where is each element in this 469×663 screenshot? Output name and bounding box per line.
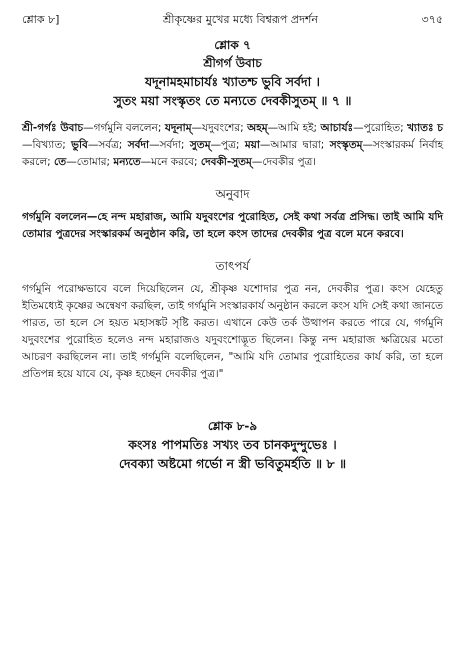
verse-7-line-1: যদূনামহমাচার্যঃ খ্যাতশ্চ ভুবি সর্বদা । <box>144 74 321 89</box>
synonym-meaning: —সর্বত্র; <box>87 139 128 151</box>
synonyms-paragraph <box>22 120 443 171</box>
purport-heading: তাৎপর্য <box>215 259 250 273</box>
synonym-term: যদূনাম্ <box>164 122 192 134</box>
synonym-meaning: —তোমার; <box>66 156 114 168</box>
synonym-meaning: —বিখ্যাত; <box>22 139 72 151</box>
synonym-term: সংস্কৃতম্ <box>329 139 363 151</box>
synonym-meaning: —সর্বদা; <box>149 139 190 151</box>
synonym-meaning: —সংস্কারকর্ম নির্বাহ করলে; <box>22 139 444 168</box>
synonym-term: সুতম্ <box>189 139 211 151</box>
synonym-term: তে <box>54 156 67 168</box>
translation-text: গর্গমুনি বললেন—হে নন্দ মহারাজ, আমি যদুবংশের পুরোহিত, সেই কথা সর্বত্র প্রসিদ্ধ। তাই আমি যদি তোমার পুত্রদের সংস্কারকর্ম অনুষ্ঠান করি, তা হলে কংস তাদের দেবকীর পুত্র বলে মনে করবে। <box>22 211 443 240</box>
synonym-term: ময়া <box>244 139 260 151</box>
verse-7-line-2: সুতং ময়া সংস্কৃতং তে মন্যতে দেবকীসুতম্ ॥ ৭ ॥ <box>113 93 352 108</box>
synonym-term: ভুবি <box>71 139 88 151</box>
synonym-meaning: —দেবকীর পুত্র। <box>251 156 317 168</box>
synonym-term: খ্যাতঃ চ <box>407 122 443 134</box>
synonym-term: শ্রী-গর্গঃ উবাচ <box>22 122 84 134</box>
synonym-meaning: —গর্গমুনি বললেন; <box>83 122 165 134</box>
header-verse-ref: শ্লোক ৮] <box>22 13 60 26</box>
synonym-term: মন্যতে <box>113 156 141 168</box>
running-header <box>22 12 443 32</box>
page-number: ৩৭৫ <box>421 13 443 26</box>
verse-8-9-number: শ্লোক ৮-৯ <box>207 419 258 433</box>
header-chapter-title: শ্রীকৃষ্ণের মুখের মধ্যে বিশ্বরূপ প্রদর্শন <box>163 13 318 26</box>
synonym-term: দেবকী-সুতম্ <box>200 156 252 168</box>
synonym-term: আচার্যঃ <box>320 122 354 134</box>
synonym-term: অহম্ <box>247 122 268 134</box>
verse-7-number: শ্লোক ৭ <box>214 38 251 52</box>
synonym-meaning: —পুত্র; <box>210 139 245 151</box>
synonym-meaning: —যদুবংশের; <box>191 122 248 134</box>
translation-heading: অনুবাদ <box>215 187 250 201</box>
synonym-meaning: —আমার দ্বারা; <box>259 139 330 151</box>
verse-8-9-line-1: কংসঃ পাপমতিঃ সখ্যং তব চানকদুন্দুভেঃ । <box>128 437 337 452</box>
verse-8-9-line-2: দেবক্যা অষ্টমো গর্ভো ন স্ত্রী ভবিতুমর্হতি ॥ ৮ ॥ <box>118 456 347 471</box>
synonym-meaning: —পুরোহিত; <box>353 122 408 134</box>
synonym-meaning: —আমি হই; <box>267 122 321 134</box>
purport-text: গর্গমুনি পরোক্ষভাবে বলে দিয়েছিলেন যে, শ্রীকৃষ্ণ যশোদার পুত্র নন, দেবকীর পুত্র। কংস যেহেতু ইতিমধ্যেই কৃষ্ণের অন্বেষণ করছিল, তাই গর্গমুনি সংস্কারকার্য অনুষ্ঠান করলে কংস যদি সেই কথা জানতে পারত, তা হলে সে হয়ত মহাসঙ্কট সৃষ্টি করত। এখানে কেউ তর্ক উত্থাপন করতে পারে যে, গর্গমুনি যদুবংশের পুরোহিত হলেও নন্দ মহারাজও যদুবংশোদ্ভূত ছিলেন। কিন্তু নন্দ মহারাজ ক্ষত্রিয়ের মতো আচরণ করছিলেন না। তাই গর্গমুনি বলেছিলেন, "আমি যদি তোমার পুরোহিতের কার্য করি, তা হলে প্রতিপন্ন হয়ে যাবে যে, কৃষ্ণ হচ্ছেন দেবকীর পুত্র।" <box>22 283 443 380</box>
verse-7-speaker: শ্রীগর্গ উবাচ <box>203 56 262 70</box>
synonym-meaning: —মনে করবে; <box>140 156 201 168</box>
synonym-term: সর্বদা <box>127 139 150 151</box>
